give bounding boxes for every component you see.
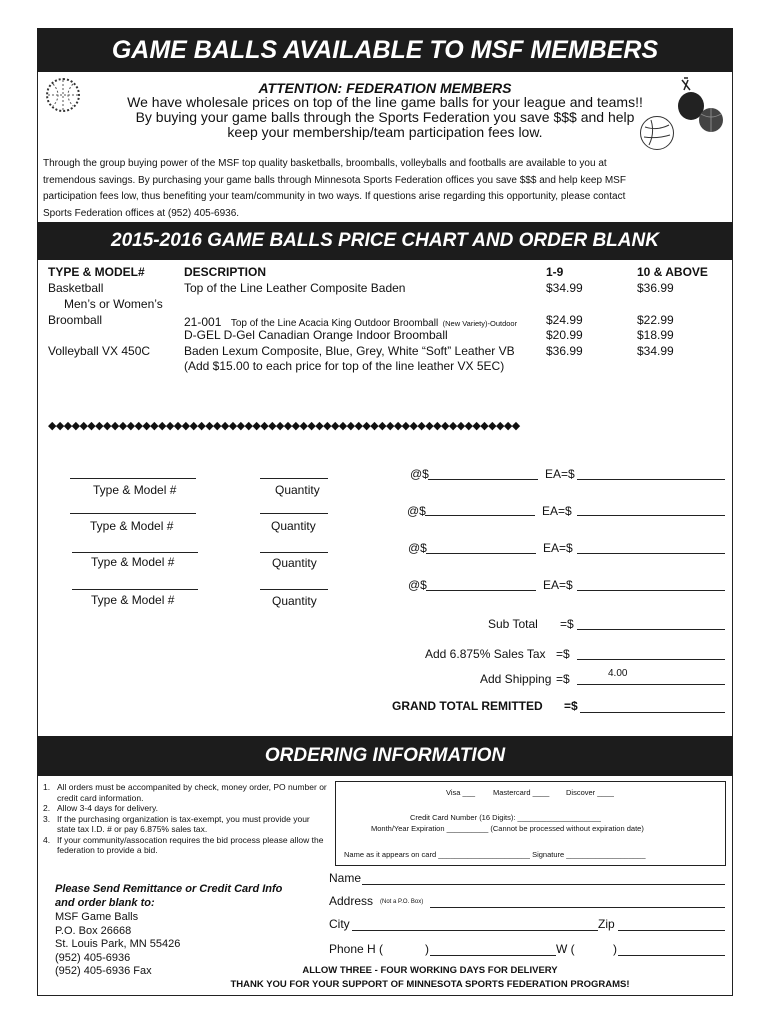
shipping-value: 4.00 <box>608 668 628 679</box>
quantity-label: Quantity <box>272 556 317 570</box>
phone-work-input[interactable] <box>618 955 725 956</box>
name-input[interactable] <box>362 884 725 885</box>
zip-label: Zip <box>598 917 615 931</box>
address-line: MSF Game Balls <box>55 911 139 923</box>
type-model-input[interactable] <box>70 513 196 514</box>
volleyball-description-note: (Add $15.00 to each price for top of the line leather VX 5EC) <box>184 359 505 373</box>
line-total-input[interactable] <box>577 515 725 516</box>
broomball-1-price-10-above: $22.99 <box>637 313 674 327</box>
at-price-label: @$ <box>407 504 426 518</box>
type-model-input[interactable] <box>72 552 198 553</box>
basketball-description: Top of the Line Leather Composite Baden <box>184 281 406 295</box>
unit-price-input[interactable] <box>425 515 535 516</box>
grand-total-label: GRAND TOTAL REMITTED <box>392 699 543 713</box>
phone-home-input[interactable] <box>430 955 556 956</box>
type-model-label: Type & Model # <box>93 483 177 497</box>
lead-line-3: keep your membership/team participation fees low. <box>227 124 543 140</box>
lead-line-1: We have wholesale prices on top of the line game balls for your league and teams!! <box>127 94 643 110</box>
at-price-label: @$ <box>410 467 429 481</box>
unit-price-input[interactable] <box>426 590 536 591</box>
ordering-info-title: ORDERING INFORMATION <box>37 736 733 776</box>
sales-tax-label: Add 6.875% Sales Tax <box>425 647 546 661</box>
send-heading-1: Please Send Remittance or Credit Card Info <box>55 883 283 895</box>
discover-checkbox[interactable]: Discover ____ <box>566 788 614 797</box>
type-model-label: Type & Model # <box>91 555 175 569</box>
quantity-label: Quantity <box>272 594 317 608</box>
diamond-divider: ◆◆◆◆◆◆◆◆◆◆◆◆◆◆◆◆◆◆◆◆◆◆◆◆◆◆◆◆◆◆◆◆◆◆◆◆◆◆◆◆◆◆◆◆◆◆◆◆◆◆◆◆◆◆◆◆◆◆◆◆ <box>48 420 520 432</box>
volleyball-type: Volleyball VX 450C <box>48 344 151 358</box>
volleyball-price-1-9: $36.99 <box>546 344 583 358</box>
broomball-type: Broomball <box>48 313 103 327</box>
intro-line: participation fees low, thus benefiting your team/community in two ways. If questions arise regarding this opportunity, please contact <box>43 191 626 202</box>
ordering-list-item: 2. Allow 3-4 days for delivery. <box>43 803 158 813</box>
line-total-input[interactable] <box>577 590 725 591</box>
phone-home-close: ) <box>425 942 429 956</box>
address-line: P.O. Box 26668 <box>55 924 132 937</box>
each-label: EA=$ <box>542 504 572 518</box>
address-line: (952) 405-6936 Fax <box>55 965 152 977</box>
city-label: City <box>329 917 350 931</box>
shipping-eq: =$ <box>556 672 570 686</box>
ordering-list-item: 1. All orders must be accompanited by check, money order, PO number or credit card information. <box>43 782 327 803</box>
send-heading-2: and order blank to: <box>55 897 155 909</box>
at-price-label: @$ <box>408 578 427 592</box>
shipping-input[interactable] <box>577 684 725 685</box>
broomball-2-description: D-GEL D-Gel Canadian Orange Indoor Broomball <box>184 328 448 342</box>
credit-card-box <box>335 781 726 866</box>
name-signature-field[interactable]: Name as it appears on card ______________________ Signature ___________________ <box>344 850 646 859</box>
basketball-price-1-9: $34.99 <box>546 281 583 295</box>
line-total-input[interactable] <box>577 553 725 554</box>
ordering-list-text: If the purchasing organization is tax-exempt, you must provide your state tax I.D. # or pay 6.875% sales tax. <box>57 813 310 834</box>
col-header-description: DESCRIPTION <box>184 265 267 279</box>
grand-total-input[interactable] <box>580 712 725 713</box>
unit-price-input[interactable] <box>428 479 538 480</box>
broomball-1-note: (New Variety)-Outdoor <box>442 319 518 328</box>
sales-tax-input[interactable] <box>577 659 725 660</box>
line-total-input[interactable] <box>577 479 725 480</box>
price-chart-title: 2015-2016 GAME BALLS PRICE CHART AND ORDER BLANK <box>37 222 733 260</box>
volleyball-price-10-above: $34.99 <box>637 344 674 358</box>
mastercard-checkbox[interactable]: Mastercard ____ <box>493 788 550 797</box>
type-model-label: Type & Model # <box>91 593 175 607</box>
expiration-field[interactable]: Month/Year Expiration __________ (Cannot be processed without expiration date) <box>371 824 644 833</box>
basketball-price-10-above: $36.99 <box>637 281 674 295</box>
intro-line: Sports Federation offices at (952) 405-6936. <box>43 207 240 219</box>
unit-price-input[interactable] <box>426 553 536 554</box>
quantity-input[interactable] <box>260 478 328 479</box>
ordering-list-item: 4. If your community/assocation requires the bid process please allow the federation to provide a bid. <box>43 835 328 856</box>
broomball-2-price-10-above: $18.99 <box>637 328 674 342</box>
visa-checkbox[interactable]: Visa ___ <box>446 788 476 797</box>
broomball-1-desc: Top of the Line Acacia King Outdoor Broomball <box>230 318 439 329</box>
quantity-input[interactable] <box>260 552 328 553</box>
intro-line: Through the group buying power of the MSF top quality basketballs, broomballs, volleyballs and footballs are available to you at <box>43 158 607 169</box>
quantity-label: Quantity <box>275 483 320 497</box>
thank-you-note: THANK YOU FOR YOUR SUPPORT OF MINNESOTA SPORTS FEDERATION PROGRAMS! <box>230 979 630 990</box>
subtotal-eq: =$ <box>560 617 574 631</box>
intro-paragraph <box>43 156 733 222</box>
type-model-label: Type & Model # <box>90 519 174 533</box>
phone-work-close: ) <box>613 942 617 956</box>
basketball-type-sub: Men’s or Women’s <box>64 297 163 311</box>
subtotal-input[interactable] <box>577 629 725 630</box>
each-label: EA=$ <box>543 578 573 592</box>
col-header-type: TYPE & MODEL# <box>48 265 145 279</box>
ordering-list-text: All orders must be accompanited by check, money order, PO number or credit card information. <box>57 782 327 803</box>
at-price-label: @$ <box>408 541 427 555</box>
delivery-note: ALLOW THREE - FOUR WORKING DAYS FOR DELIVERY <box>302 965 558 976</box>
name-label: Name <box>329 871 362 885</box>
attention-heading: ATTENTION: FEDERATION MEMBERS <box>258 80 512 96</box>
address-line: (952) 405-6936 <box>55 951 131 964</box>
broomball-1-price-1-9: $24.99 <box>546 313 583 327</box>
shipping-label: Add Shipping <box>480 672 552 686</box>
ordering-list-text: If your community/assocation requires the bid process please allow the federation to provide a bid. <box>57 834 324 855</box>
address-note: (Not a P.O. Box) <box>380 899 424 905</box>
address-label: Address <box>329 894 374 908</box>
broomball-2-price-1-9: $20.99 <box>546 328 583 342</box>
ordering-list-item: 3. If the purchasing organization is tax-exempt, you must provide your state tax I.D. # or pay 6.875% sales tax. <box>43 814 328 835</box>
sales-tax-eq: =$ <box>556 647 570 661</box>
zip-input[interactable] <box>618 930 725 931</box>
volleyball-description: Baden Lexum Composite, Blue, Grey, White “Soft” Leather VB <box>184 344 515 358</box>
page-title: GAME BALLS AVAILABLE TO MSF MEMBERS <box>37 28 733 72</box>
quantity-label: Quantity <box>271 519 316 533</box>
type-model-input[interactable] <box>70 478 196 479</box>
basketball-type: Basketball <box>48 281 104 295</box>
col-header-price-1-9: 1-9 <box>546 265 564 279</box>
col-header-price-10-above: 10 & ABOVE <box>637 265 708 279</box>
phone-home-label: Phone H ( <box>329 942 384 956</box>
quantity-input[interactable] <box>260 513 328 514</box>
address-line: St. Louis Park, MN 55426 <box>55 938 181 950</box>
city-input[interactable] <box>352 930 598 931</box>
credit-card-number-field[interactable]: Credit Card Number (16 Digits): ____________________ <box>410 813 601 822</box>
each-label: EA=$ <box>543 541 573 555</box>
lead-line-2: By buying your game balls through the Sports Federation you save $$$ and help <box>135 109 635 125</box>
broomball-1-code: 21-001 <box>184 315 222 329</box>
each-label: EA=$ <box>545 467 575 481</box>
ordering-list-text: Allow 3-4 days for delivery. <box>57 803 158 813</box>
phone-work-label: W ( <box>556 942 575 956</box>
intro-line: tremendous savings. By purchasing your game balls through Minnesota Sports Federation offices you save $$$ and help keep MSF <box>43 174 626 186</box>
subtotal-label: Sub Total <box>488 617 538 631</box>
type-model-input[interactable] <box>72 589 198 590</box>
grand-total-eq: =$ <box>564 699 578 713</box>
ordering-list <box>43 782 328 856</box>
address-input[interactable] <box>430 907 725 908</box>
quantity-input[interactable] <box>260 589 328 590</box>
